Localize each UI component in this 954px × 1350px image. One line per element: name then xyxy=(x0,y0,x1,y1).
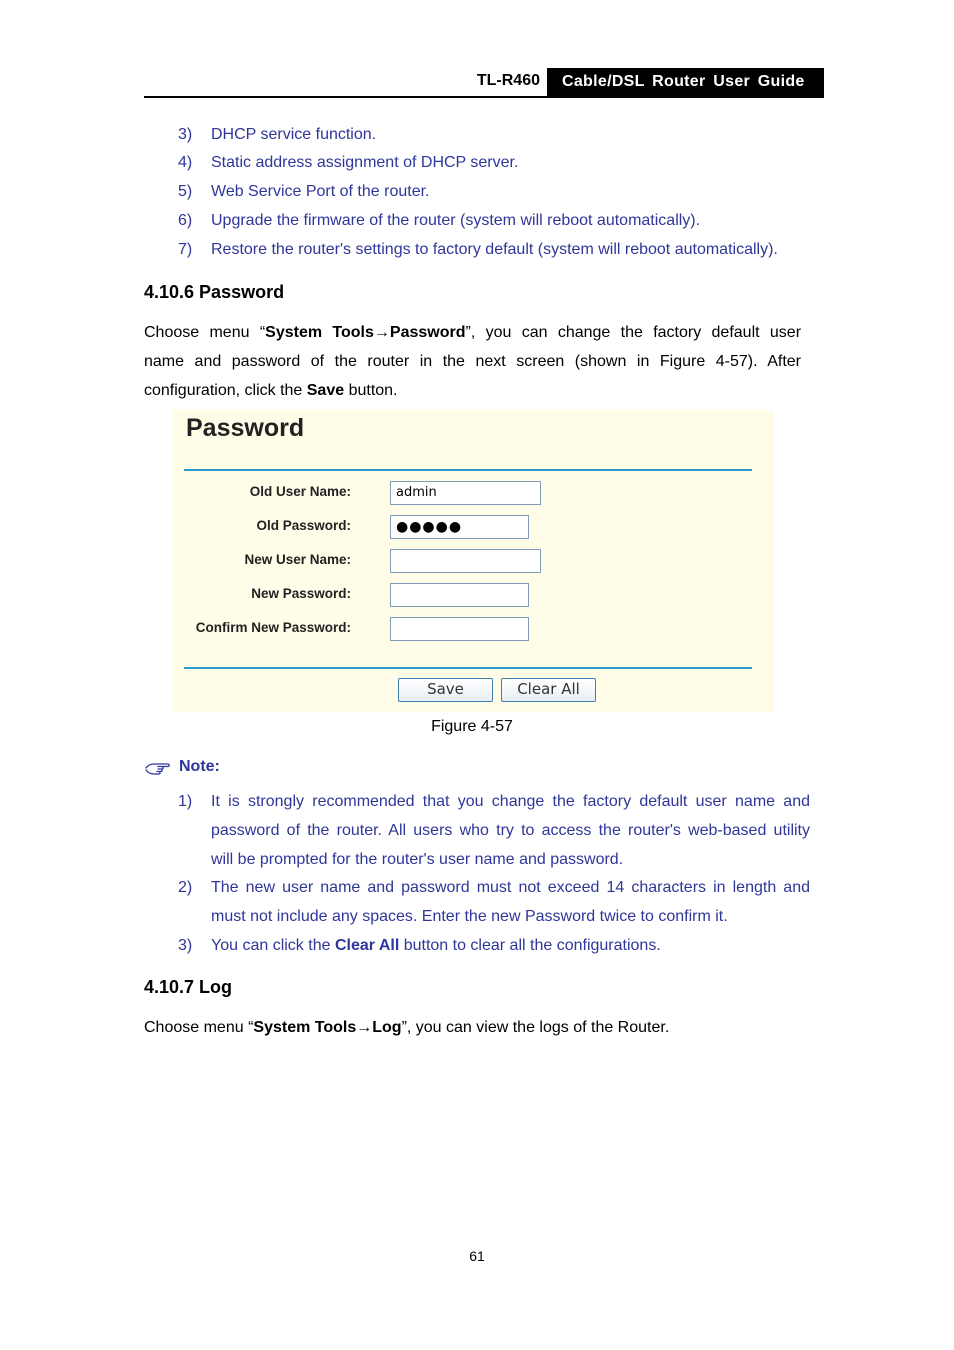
note-line: password of the router. All users who try to access the router's web-based utility xyxy=(211,822,810,839)
section-heading-log: 4.10.7 Log xyxy=(144,977,233,997)
text: configuration, click the xyxy=(144,382,307,399)
list-item-text: Restore the router's settings to factory default (system will reboot automatically). xyxy=(211,241,778,258)
header-model: TL-R460 xyxy=(476,72,540,89)
note-item-text xyxy=(211,787,810,874)
confirm-new-password-label: Confirm New Password: xyxy=(195,620,351,635)
figure-caption: Figure 4-57 xyxy=(431,718,513,735)
list-item-number: 3) xyxy=(178,126,193,143)
paragraph-line: name and password of the router in the next screen (shown in Figure 4-57). After xyxy=(144,353,801,370)
save-keyword: Save xyxy=(306,382,345,399)
note-line: The new user name and password must not exceed 14 characters in length and xyxy=(211,879,810,896)
paragraph-line xyxy=(144,1013,801,1042)
menu-arrow: → xyxy=(356,1019,373,1036)
new-password-label: New Password: xyxy=(251,586,351,601)
panel-top-rule xyxy=(184,469,752,471)
password-panel xyxy=(171,410,774,712)
new-user-name-input[interactable] xyxy=(390,549,541,573)
note-line: It is strongly recommended that you change the factory default user name and xyxy=(211,793,810,810)
new-user-name-label: New User Name: xyxy=(244,552,351,567)
note-line xyxy=(211,931,810,960)
note-item-text xyxy=(211,873,810,931)
text: Choose menu “ xyxy=(144,1019,254,1036)
old-password-input[interactable]: ●●●●● xyxy=(390,515,529,539)
note-item-number: 1) xyxy=(178,793,193,810)
menu-arrow: → xyxy=(373,324,390,341)
text: Choose menu “ xyxy=(144,324,266,341)
log-intro-paragraph xyxy=(144,1013,801,1042)
menu-path-system-tools: System Tools xyxy=(265,324,374,341)
section-heading-password: 4.10.6 Password xyxy=(144,282,285,302)
clear-all-button[interactable]: Clear All xyxy=(501,678,596,702)
note-line: must not include any spaces. Enter the new Password twice to confirm it. xyxy=(211,908,728,925)
menu-path-log: Log xyxy=(372,1019,402,1036)
list-item-text: Web Service Port of the router. xyxy=(211,183,430,200)
header-rule xyxy=(144,96,824,98)
text: ”, you can change the factory default user xyxy=(465,324,802,341)
list-item-text: Upgrade the firmware of the router (system will reboot automatically). xyxy=(211,212,701,229)
note-item-number: 2) xyxy=(178,879,193,896)
list-item-number: 4) xyxy=(178,154,193,171)
text: button. xyxy=(344,382,398,399)
note-line: will be prompted for the router's user name and password. xyxy=(211,851,624,868)
list-item-number: 5) xyxy=(178,183,193,200)
page-number: 61 xyxy=(469,1248,485,1264)
old-password-label: Old Password: xyxy=(256,518,351,533)
text: You can click the xyxy=(211,937,335,954)
list-item-text: Static address assignment of DHCP server. xyxy=(211,154,519,171)
list-item-number: 6) xyxy=(178,212,193,229)
new-password-input[interactable] xyxy=(390,583,529,607)
note-item-number: 3) xyxy=(178,937,193,954)
clear-all-keyword: Clear All xyxy=(334,937,400,954)
panel-title: Password xyxy=(186,414,305,442)
list-item-number: 7) xyxy=(178,241,193,258)
panel-bottom-rule xyxy=(184,667,752,669)
note-label: Note: xyxy=(179,758,220,775)
menu-path-system-tools: System Tools xyxy=(253,1019,357,1036)
old-user-name-input[interactable]: admin xyxy=(390,481,541,505)
list-item-text: DHCP service function. xyxy=(211,126,377,143)
header-title: Cable/DSL Router User Guide xyxy=(562,73,805,90)
confirm-new-password-input[interactable] xyxy=(390,617,529,641)
note-item-text xyxy=(211,931,810,960)
text: ”, you can view the logs of the Router. xyxy=(401,1019,670,1036)
password-intro-paragraph xyxy=(144,318,801,405)
paragraph-line xyxy=(144,376,801,405)
pointing-hand-icon xyxy=(145,760,171,776)
menu-path-password: Password xyxy=(389,324,466,341)
old-user-name-label: Old User Name: xyxy=(249,484,351,499)
paragraph-line xyxy=(144,318,801,347)
text: button to clear all the configurations. xyxy=(399,937,661,954)
save-button[interactable]: Save xyxy=(398,678,493,702)
